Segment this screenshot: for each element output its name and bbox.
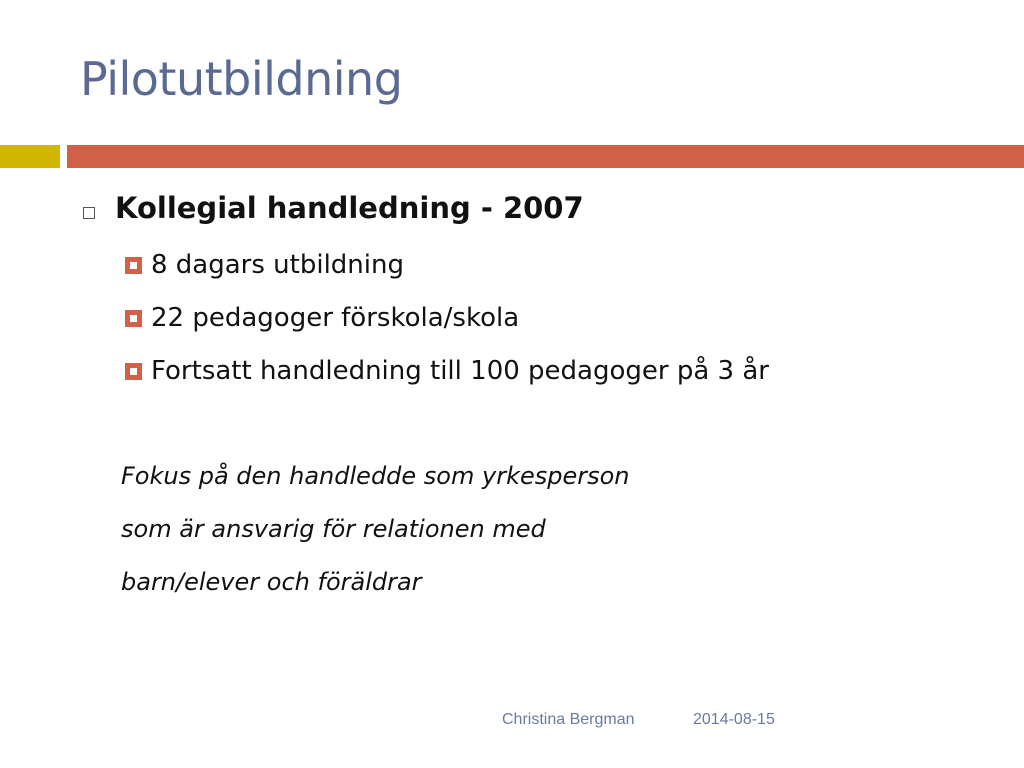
main-bullet-text: Kollegial handledning - 2007	[115, 191, 584, 225]
slide-title: Pilotutbildning	[80, 52, 403, 106]
square-bullet-icon	[125, 257, 142, 274]
sub-bullet-text: 22 pedagoger förskola/skola	[151, 303, 520, 333]
hollow-square-bullet-icon	[83, 207, 95, 219]
footer-date: 2014-08-15	[693, 711, 775, 728]
sub-bullet-item	[125, 250, 404, 280]
accent-bar-right	[67, 145, 1024, 168]
square-bullet-icon	[125, 310, 142, 327]
italic-text-line: barn/elever och föräldrar	[121, 568, 422, 596]
sub-bullet-text: Fortsatt handledning till 100 pedagoger på 3 år	[151, 356, 769, 386]
italic-text-line: Fokus på den handledde som yrkesperson	[121, 462, 630, 490]
sub-bullet-item	[125, 303, 519, 333]
footer-author: Christina Bergman	[502, 711, 635, 728]
sub-bullet-text: 8 dagars utbildning	[151, 250, 404, 280]
italic-text-line: som är ansvarig för relationen med	[121, 515, 546, 543]
square-bullet-icon	[125, 363, 142, 380]
accent-bar-left	[0, 145, 60, 168]
sub-bullet-item	[125, 356, 769, 386]
